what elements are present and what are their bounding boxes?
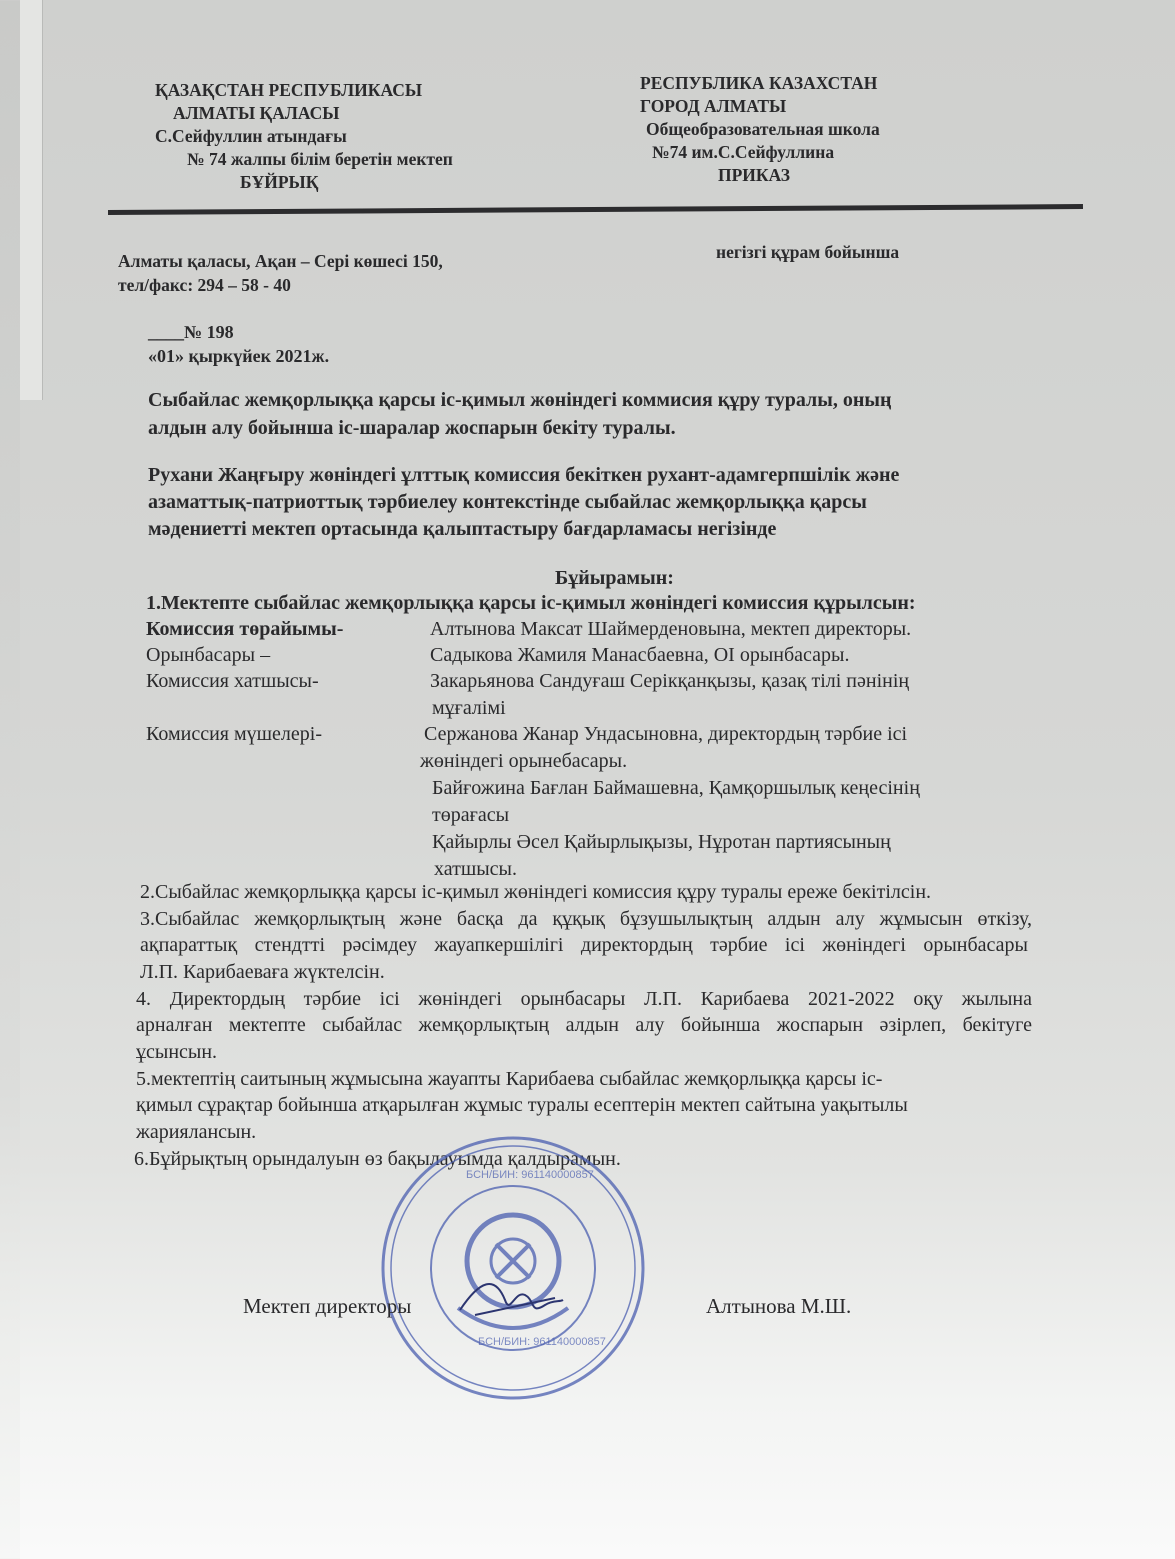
member: Қайырлы Әсел Қайырлықызы, Нұротан партиясының: [432, 831, 891, 853]
members-label: Комиссия мүшелері-: [146, 723, 322, 745]
header-left-line: БҰЙРЫҚ: [240, 172, 319, 192]
header-right-line: Общеобразовательная школа: [646, 119, 880, 139]
header-right-line: ПРИКАЗ: [718, 165, 791, 185]
header-left-line: АЛМАТЫ ҚАЛАСЫ: [173, 103, 340, 123]
item-2: 2.Сыбайлас жемқорлыққа қарсы іс-қимыл жөніндегі комиссия құру туралы ереже бекітілсін.: [140, 881, 932, 903]
item-6: 6.Бұйрықтың орындалуын өз бақылауымда қалдырамын.: [134, 1148, 621, 1170]
signature-role: Мектеп директоры: [243, 1294, 412, 1318]
order-title: алдын алу бойынша іс-шаралар жоспарын бекіту туралы.: [148, 417, 676, 439]
member: төрағасы: [432, 804, 510, 826]
item-1: 1.Мектепте сыбайлас жемқорлыққа қарсы іс-қимыл жөніндегі комиссия құрылсын:: [146, 592, 916, 614]
order-date: «01» қыркүйек 2021ж.: [148, 346, 330, 366]
secretary-name: мұғалімі: [432, 697, 506, 719]
member: хатшысы.: [434, 858, 517, 880]
stamp-bin-top: БСН/БИН: 961140000857: [466, 1169, 594, 1181]
header-right-line: ГОРОД АЛМАТЫ: [640, 96, 787, 116]
deputy-label: Орынбасары –: [146, 644, 271, 666]
member: Сержанова Жанар Ундасыновна, директордың тәрбие ісі: [424, 723, 908, 745]
header-right-line: РЕСПУБЛИКА КАЗАХСТАН: [640, 73, 878, 93]
member: Байғожина Бағлан Баймашевна, Қамқоршылық кеңесінің: [432, 777, 920, 799]
preamble: мәдениетті мектеп ортасында қалыптастыру бағдарламасы негізінде: [148, 518, 777, 540]
chair-label: Комиссия төрайымы-: [146, 618, 344, 640]
chair-name: Алтынова Максат Шаймерденовына, мектеп директоры.: [430, 618, 912, 640]
item-5: 5.мектептің саитының жұмысына жауапты Карибаева сыбайлас жемқорлыққа қарсы іс-: [136, 1068, 883, 1090]
secretary-label: Комиссия хатшысы-: [146, 670, 319, 692]
secretary-name: Закарьянова Сандуғаш Серікқанқызы, қазақ тілі пәнінің: [430, 670, 910, 692]
item-5: қимыл сұрақтар бойынша атқарылған жұмыс туралы есептерін мектеп сайтына уақытылы: [136, 1094, 908, 1116]
item-4: 4. Директордың тәрбие ісі жөніндегі орынбасары Л.П. Карибаева 2021-2022 оқу жылына: [136, 988, 1032, 1010]
address: Алматы қаласы, Ақан – Сері көшесі 150,: [118, 251, 443, 271]
item-4: ұсынсын.: [136, 1041, 218, 1063]
underlying-paper-edge: [20, 0, 43, 400]
header-right-line: №74 им.С.Сейфуллина: [652, 142, 835, 162]
deputy-name: Садыкова Жамиля Манасбаевна, ОІ орынбасары.: [430, 644, 850, 666]
item-4: арналған мектепте сыбайлас жемқорлықтың алдын алу бойынша жоспарын әзірлеп, бекітуге: [136, 1014, 1032, 1036]
item-3: ақпараттық стендтті рәсімдеу жауапкершілігі директордың тәрбие ісі жөніндегі орынбасары: [140, 934, 1028, 956]
preamble: азаматтық-патриоттық тәрбиелеу контекстінде сыбайлас жемқорлыққа қарсы: [148, 491, 867, 513]
header-left-line: № 74 жалпы білім беретін мектеп: [187, 149, 453, 169]
preamble: Рухани Жаңғыру жөніндегі ұлттық комиссия бекіткен рухант-адамгерпшілік және: [148, 464, 900, 486]
header-left-line: С.Сейфуллин атындағы: [155, 126, 347, 146]
order-title: Сыбайлас жемқорлыққа қарсы іс-қимыл жөніндегі коммисия құру туралы, оның: [148, 389, 892, 411]
signature-name: Алтынова М.Ш.: [706, 1294, 852, 1318]
item-3: Л.П. Карибаеваға жүктелсін.: [140, 961, 385, 983]
phone-fax: тел/факс: 294 – 58 - 40: [118, 275, 291, 295]
header-left-line: ҚАЗАҚСТАН РЕСПУБЛИКАСЫ: [155, 80, 423, 100]
order-number: ____№ 198: [148, 322, 234, 342]
basis-note: негізгі құрам бойынша: [716, 242, 900, 262]
member: жөніндегі орынебасары.: [420, 750, 628, 772]
handwritten-signature: [455, 1270, 565, 1330]
decree-heading: Бұйырамын:: [555, 567, 674, 589]
item-3: 3.Сыбайлас жемқорлықтың және басқа да құқық бұзушылықтың алдын алу жұмысын өткізу,: [140, 908, 1032, 930]
item-5: жариялансын.: [136, 1121, 257, 1143]
stamp-bin: БСН/БИН: 961140000857: [478, 1336, 606, 1348]
school-seal-stamp: [378, 1133, 648, 1403]
